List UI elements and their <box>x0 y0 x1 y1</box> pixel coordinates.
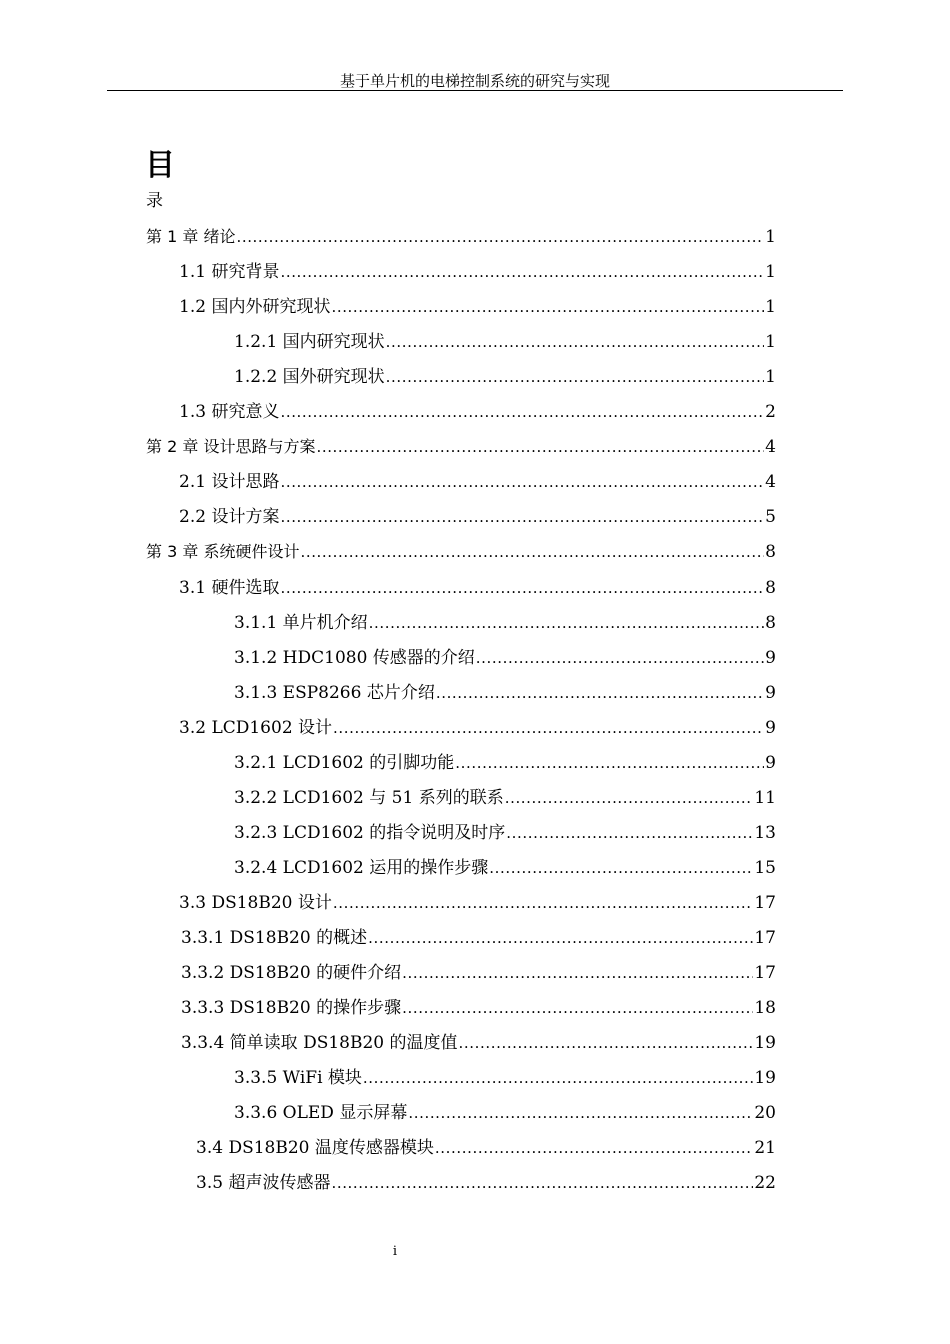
toc-entry-label: 3.3.1 DS18B20 的概述 <box>181 928 368 948</box>
toc-entry-label: 3.1.3 ESP8266 芯片介绍 <box>234 683 435 703</box>
toc-entry[interactable] <box>234 681 776 705</box>
toc-entry-label: 3.3.4 简单读取 DS18B20 的温度值 <box>181 1033 458 1053</box>
toc-entry[interactable] <box>234 611 776 635</box>
toc-entry-page-number: 17 <box>754 963 776 983</box>
toc-chapter-entry[interactable] <box>146 435 776 459</box>
toc-entry-page-number: 8 <box>765 542 776 562</box>
page-header: 基于单片机的电梯控制系统的研究与实现 <box>339 72 610 90</box>
toc-entry-page-number: 20 <box>754 1103 776 1123</box>
toc-dot-leader <box>455 751 764 775</box>
toc-entry-label: 3.3.6 OLED 显示屏幕 <box>234 1103 408 1123</box>
toc-entry-page-number: 19 <box>754 1033 776 1053</box>
toc-entry-label: 3.2.4 LCD1602 运用的操作步骤 <box>234 858 489 878</box>
toc-entry-page-number: 1 <box>765 367 776 387</box>
toc-entry-label: 3.1 硬件选取 <box>179 578 280 598</box>
toc-entry-page-number: 9 <box>765 753 776 773</box>
toc-dot-leader <box>331 295 764 319</box>
toc-entry[interactable] <box>234 646 776 670</box>
toc-entry-page-number: 5 <box>765 507 776 527</box>
toc-entry[interactable] <box>179 295 776 319</box>
toc-entry-label: 3.3.3 DS18B20 的操作步骤 <box>181 998 402 1018</box>
toc-entry-label: 第 1 章 绪论 <box>146 227 236 246</box>
toc-entry-page-number: 9 <box>765 648 776 668</box>
toc-dot-leader <box>333 891 753 915</box>
toc-dot-leader <box>402 996 753 1020</box>
toc-entry-label: 3.3 DS18B20 设计 <box>179 893 332 913</box>
toc-entry[interactable] <box>181 961 776 985</box>
toc-dot-leader <box>236 225 764 249</box>
toc-dot-leader <box>436 681 764 705</box>
toc-dot-leader <box>280 470 764 494</box>
toc-entry-page-number: 15 <box>754 858 776 878</box>
toc-dot-leader <box>386 330 765 354</box>
toc-dot-leader <box>476 646 764 670</box>
toc-entry-label: 1.2.2 国外研究现状 <box>234 367 385 387</box>
toc-dot-leader <box>280 400 764 424</box>
toc-entry[interactable] <box>179 470 776 494</box>
toc-entry-page-number: 17 <box>754 893 776 913</box>
toc-dot-leader <box>506 821 753 845</box>
toc-entry-page-number: 9 <box>765 718 776 738</box>
toc-chapter-entry[interactable] <box>146 540 776 564</box>
toc-dot-leader <box>386 365 765 389</box>
toc-entry-page-number: 8 <box>765 613 776 633</box>
header-rule <box>107 90 843 91</box>
toc-entry-page-number: 13 <box>754 823 776 843</box>
toc-chapter-entry[interactable] <box>146 225 776 249</box>
toc-dot-leader <box>369 611 765 635</box>
toc-dot-leader <box>368 926 753 950</box>
toc-entry[interactable] <box>234 786 776 810</box>
toc-entry-page-number: 1 <box>765 297 776 317</box>
toc-entry[interactable] <box>179 505 776 529</box>
toc-entry-label: 3.4 DS18B20 温度传感器模块 <box>196 1138 434 1158</box>
toc-entry-page-number: 8 <box>765 578 776 598</box>
toc-entry[interactable] <box>179 891 776 915</box>
toc-entry-label: 3.1.2 HDC1080 传感器的介绍 <box>234 648 475 668</box>
toc-entry-page-number: 1 <box>765 332 776 352</box>
toc-entry-page-number: 9 <box>765 683 776 703</box>
toc-dot-leader <box>280 576 764 600</box>
toc-dot-leader <box>280 260 764 284</box>
toc-title-second-char: 录 <box>146 191 163 211</box>
toc-dot-leader <box>300 540 764 564</box>
toc-entry[interactable] <box>181 926 776 950</box>
toc-entry-page-number: 22 <box>754 1173 776 1193</box>
toc-dot-leader <box>316 435 764 459</box>
toc-entry[interactable] <box>234 330 776 354</box>
toc-entry-page-number: 19 <box>754 1068 776 1088</box>
toc-entry-label: 1.2.1 国内研究现状 <box>234 332 385 352</box>
toc-dot-leader <box>435 1136 753 1160</box>
toc-dot-leader <box>331 1171 753 1195</box>
page-number: i <box>392 1244 398 1259</box>
toc-entry-page-number: 17 <box>754 928 776 948</box>
toc-entry-label: 3.3.2 DS18B20 的硬件介绍 <box>181 963 402 983</box>
toc-entry-page-number: 4 <box>765 437 776 457</box>
toc-entry-page-number: 21 <box>754 1138 776 1158</box>
toc-entry[interactable] <box>234 365 776 389</box>
toc-entry-page-number: 1 <box>765 262 776 282</box>
toc-entry-label: 3.2.3 LCD1602 的指令说明及时序 <box>234 823 506 843</box>
toc-entry[interactable] <box>196 1171 776 1195</box>
toc-entry-page-number: 4 <box>765 472 776 492</box>
toc-entry-page-number: 18 <box>754 998 776 1018</box>
toc-entry[interactable] <box>234 856 776 880</box>
toc-entry[interactable] <box>179 400 776 424</box>
toc-dot-leader <box>402 961 753 985</box>
toc-entry[interactable] <box>234 751 776 775</box>
toc-dot-leader <box>489 856 753 880</box>
toc-entry-label: 3.3.5 WiFi 模块 <box>234 1068 362 1088</box>
toc-entry-label: 3.1.1 单片机介绍 <box>234 613 368 633</box>
toc-entry-label: 3.5 超声波传感器 <box>196 1173 331 1193</box>
toc-entry[interactable] <box>181 996 776 1020</box>
toc-entry[interactable] <box>234 821 776 845</box>
toc-entry-label: 第 3 章 系统硬件设计 <box>146 542 300 561</box>
toc-entry-label: 2.2 设计方案 <box>179 507 280 527</box>
toc-entry[interactable] <box>179 576 776 600</box>
toc-entry-label: 1.3 研究意义 <box>179 402 280 422</box>
toc-entry-page-number: 1 <box>765 227 776 247</box>
toc-entry[interactable] <box>179 716 776 740</box>
toc-entry-page-number: 11 <box>754 788 776 808</box>
toc-entry[interactable] <box>179 260 776 284</box>
toc-entry-label: 第 2 章 设计思路与方案 <box>146 437 316 456</box>
toc-dot-leader <box>459 1031 754 1055</box>
toc-dot-leader <box>280 505 764 529</box>
toc-entry-label: 2.1 设计思路 <box>179 472 280 492</box>
toc-dot-leader <box>363 1066 753 1090</box>
toc-dot-leader <box>333 716 764 740</box>
toc-entry[interactable] <box>234 1101 776 1125</box>
toc-entry[interactable] <box>234 1066 776 1090</box>
toc-dot-leader <box>408 1101 753 1125</box>
toc-title-first-char: 目 <box>145 148 175 183</box>
toc-entry-label: 3.2 LCD1602 设计 <box>179 718 333 738</box>
toc-entry-label: 3.2.1 LCD1602 的引脚功能 <box>234 753 455 773</box>
toc-entry[interactable] <box>196 1136 776 1160</box>
toc-entry-label: 1.2 国内外研究现状 <box>179 297 331 317</box>
toc-entry-label: 1.1 研究背景 <box>179 262 280 282</box>
toc-dot-leader <box>505 786 754 810</box>
toc-entry[interactable] <box>181 1031 776 1055</box>
toc-entry-label: 3.2.2 LCD1602 与 51 系列的联系 <box>234 788 504 808</box>
toc-entry-page-number: 2 <box>765 402 776 422</box>
